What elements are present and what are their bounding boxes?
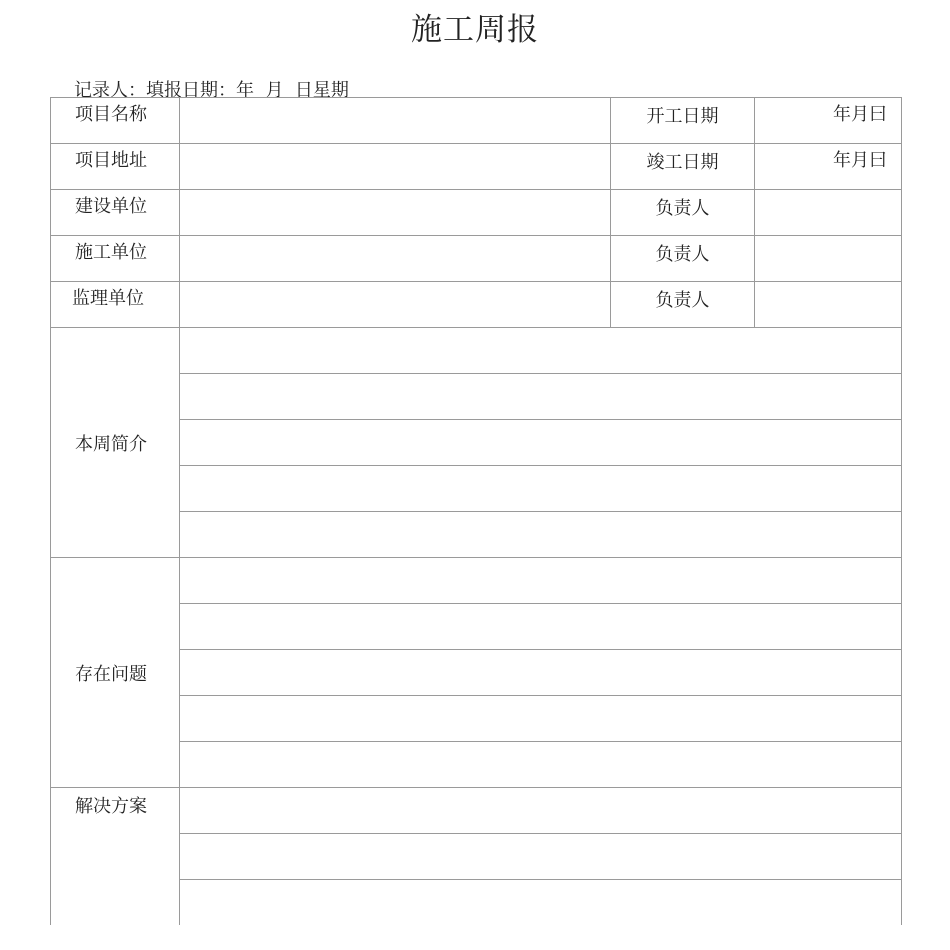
completion-date-label: 竣工日期 [646,152,719,173]
label-cell [611,98,755,144]
solutions-field[interactable] [180,834,902,880]
recorder-date-line: 记录人：填报日期：年 月 日星期 [74,80,349,101]
construction-manager-field[interactable] [755,236,902,282]
info-row-project-name [51,98,902,144]
weekly-summary-field[interactable] [180,328,902,374]
issues-field[interactable] [180,558,902,604]
completion-date-field[interactable] [755,144,902,190]
weekly-summary-label-cell [51,328,180,558]
label-cell [611,144,755,190]
weekly-summary-field[interactable] [180,512,902,558]
weekly-summary-label: 本周简介 [75,433,147,455]
solutions-label: 解决方案 [75,796,147,817]
supervision-manager-field[interactable] [755,282,902,328]
project-name-label: 项目名称 [75,104,147,125]
project-name-field[interactable] [180,98,611,144]
start-date-label: 开工日期 [646,106,719,127]
solutions-field[interactable] [180,880,902,926]
supervision-unit-label: 监理单位 [72,288,144,309]
weekly-summary-line [51,328,902,374]
weekly-summary-field[interactable] [180,420,902,466]
label-cell [51,282,180,328]
label-cell [51,236,180,282]
issues-field[interactable] [180,742,902,788]
label-cell [51,144,180,190]
solutions-label-cell [51,788,180,926]
project-address-label: 项目地址 [75,150,147,171]
construction-unit-label: 施工单位 [75,242,147,263]
label-cell [611,190,755,236]
weekly-summary-field[interactable] [180,466,902,512]
project-address-field[interactable] [180,144,611,190]
issues-field[interactable] [180,650,902,696]
issues-field[interactable] [180,604,902,650]
issues-line [51,558,902,604]
weekly-report-form [50,97,902,925]
solutions-line [51,788,902,834]
label-cell [611,282,755,328]
construction-unit-field[interactable] [180,236,611,282]
info-row-owner-unit [51,190,902,236]
construction-manager-label: 负责人 [655,244,710,265]
solutions-field[interactable] [180,788,902,834]
info-row-project-address [51,144,902,190]
label-cell [611,236,755,282]
owner-manager-field[interactable] [755,190,902,236]
label-cell [51,98,180,144]
start-date-value: 年月曰 [833,104,887,125]
label-cell [51,190,180,236]
report-title: 施工周报 [411,12,539,48]
start-date-field[interactable] [755,98,902,144]
issues-field[interactable] [180,696,902,742]
owner-unit-label: 建设单位 [75,196,147,217]
weekly-summary-field[interactable] [180,374,902,420]
info-row-construction-unit [51,236,902,282]
info-row-supervision-unit [51,282,902,328]
completion-date-value: 年月曰 [833,150,887,171]
supervision-unit-field[interactable] [180,282,611,328]
owner-unit-field[interactable] [180,190,611,236]
owner-manager-label: 负责人 [655,198,710,219]
supervision-manager-label: 负责人 [655,290,710,311]
issues-label-cell [51,558,180,788]
issues-label: 存在问题 [75,663,147,685]
